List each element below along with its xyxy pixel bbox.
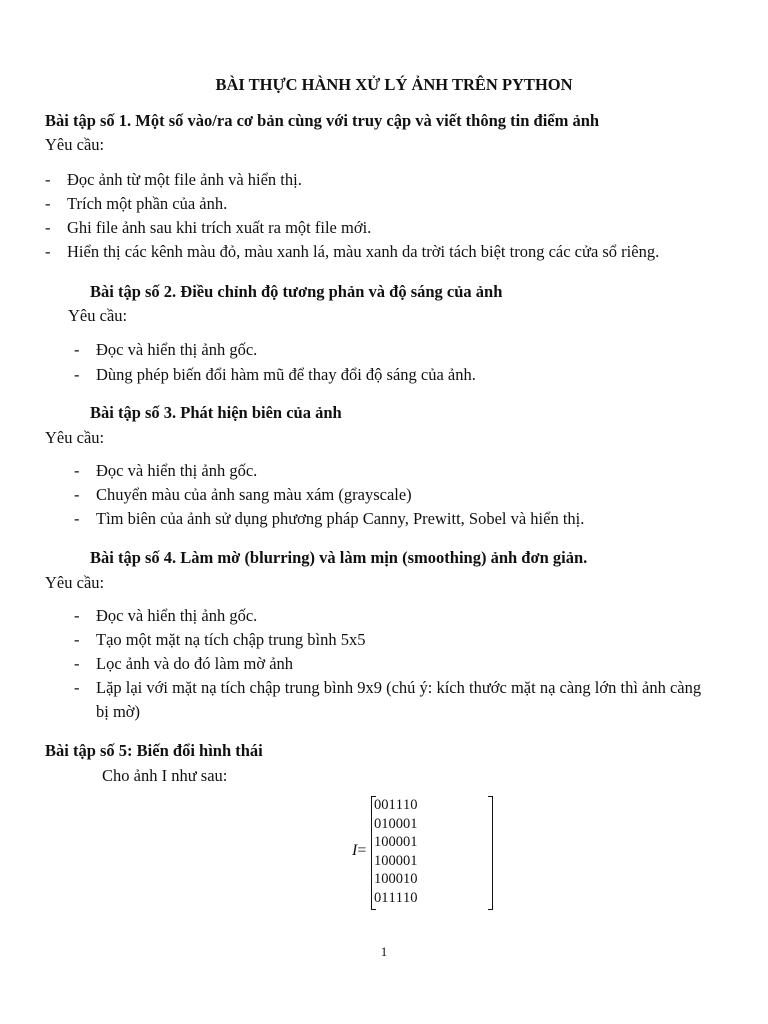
matrix-row bbox=[374, 815, 418, 834]
matrix-cell: 0 bbox=[403, 815, 411, 832]
matrix-cell: 0 bbox=[381, 834, 389, 850]
matrix-cell: 0 bbox=[395, 852, 403, 869]
matrix-cell: 1 bbox=[395, 797, 403, 813]
exercise-3-heading: Bài tập số 3. Phát hiện biên của ảnh bbox=[90, 403, 342, 422]
bullet-dash: - bbox=[45, 170, 51, 189]
matrix-row bbox=[374, 796, 418, 815]
matrix-cell: 0 bbox=[403, 852, 411, 869]
matrix-row bbox=[374, 870, 418, 889]
bullet-dash: - bbox=[74, 365, 80, 384]
matrix-cell: 0 bbox=[395, 834, 403, 850]
list-item: Đọc ảnh từ một file ảnh và hiển thị. bbox=[67, 170, 302, 189]
list-item: Dùng phép biến đổi hàm mũ để thay đổi độ sáng của ảnh. bbox=[96, 365, 476, 384]
list-item: Tạo một mặt nạ tích chập trung bình 5x5 bbox=[96, 630, 366, 649]
list-item: Tìm biên của ảnh sử dụng phương pháp Canny, Prewitt, Sobel và hiển thị. bbox=[96, 509, 585, 528]
bullet-dash: - bbox=[45, 218, 51, 237]
matrix-cell: 0 bbox=[381, 852, 389, 869]
matrix-cell: 0 bbox=[381, 871, 389, 887]
matrix-cell: 1 bbox=[388, 889, 396, 906]
bullet-dash: - bbox=[74, 340, 80, 359]
matrix-cell: 0 bbox=[388, 815, 396, 832]
list-item: Ghi file ảnh sau khi trích xuất ra một file mới. bbox=[67, 218, 372, 237]
matrix-cell: 0 bbox=[410, 797, 418, 813]
matrix-cell: 1 bbox=[410, 852, 418, 869]
matrix-cell: 0 bbox=[374, 815, 382, 832]
matrix-cell: 1 bbox=[374, 871, 382, 887]
exercise-3-requirement-label: Yêu cầu: bbox=[45, 428, 105, 447]
matrix-cell: 1 bbox=[388, 797, 396, 813]
list-item: Chuyển màu của ảnh sang màu xám (grayscale) bbox=[96, 485, 412, 504]
matrix-cell: 1 bbox=[410, 815, 418, 832]
matrix-cell: 0 bbox=[374, 797, 382, 813]
matrix-cell: 0 bbox=[381, 797, 389, 813]
bullet-dash: - bbox=[74, 485, 80, 504]
matrix-cell: 0 bbox=[410, 871, 418, 887]
matrix-cell: 0 bbox=[388, 852, 396, 869]
matrix-cell: 1 bbox=[403, 889, 411, 906]
exercise-2-requirement-label: Yêu cầu: bbox=[68, 306, 128, 325]
list-item: Đọc và hiển thị ảnh gốc. bbox=[96, 340, 258, 359]
matrix-cell: 1 bbox=[381, 889, 389, 906]
bullet-dash: - bbox=[74, 678, 80, 697]
matrix-cell: 1 bbox=[381, 815, 389, 832]
list-item: Hiển thị các kênh màu đỏ, màu xanh lá, màu xanh da trời tách biệt trong các cửa sổ riêng. bbox=[67, 242, 660, 261]
list-item: Lọc ảnh và do đó làm mờ ảnh bbox=[96, 654, 294, 673]
page-number: 1 bbox=[380, 944, 388, 959]
matrix-row bbox=[374, 889, 418, 908]
matrix-cell: 0 bbox=[395, 871, 403, 887]
matrix-row bbox=[374, 852, 418, 871]
bullet-dash: - bbox=[74, 461, 80, 480]
matrix bbox=[374, 796, 418, 907]
exercise-1-requirement-label: Yêu cầu: bbox=[45, 135, 105, 154]
matrix-cell: 0 bbox=[403, 834, 411, 850]
matrix-cell: 1 bbox=[374, 834, 382, 850]
matrix-row bbox=[374, 833, 418, 852]
exercise-2-heading: Bài tập số 2. Điều chỉnh độ tương phản và độ sáng của ảnh bbox=[90, 282, 503, 301]
exercise-1-heading: Bài tập số 1. Một số vào/ra cơ bản cùng với truy cập và viết thông tin điểm ảnh bbox=[45, 111, 600, 130]
matrix-cell: 1 bbox=[403, 871, 411, 887]
bullet-dash: - bbox=[74, 654, 80, 673]
exercise-4-heading: Bài tập số 4. Làm mờ (blurring) và làm mịn (smoothing) ảnh đơn giản. bbox=[90, 548, 588, 567]
bullet-dash: - bbox=[74, 606, 80, 625]
matrix-cell: 1 bbox=[395, 889, 403, 906]
bullet-dash: - bbox=[45, 194, 51, 213]
bullet-dash: - bbox=[74, 509, 80, 528]
matrix-label: I= bbox=[352, 842, 367, 859]
matrix-cell: 1 bbox=[403, 797, 411, 813]
bullet-dash: - bbox=[45, 242, 51, 261]
matrix-cell: 0 bbox=[374, 889, 382, 906]
exercise-5-heading: Bài tập số 5: Biến đổi hình thái bbox=[45, 741, 263, 760]
page-title: BÀI THỰC HÀNH XỬ LÝ ẢNH TRÊN PYTHON bbox=[215, 75, 573, 94]
list-item: Lặp lại với mặt nạ tích chập trung bình 9x9 (chú ý: kích thước mặt nạ càng lớn thì ảnh càng bbox=[96, 678, 702, 697]
exercise-5-intro: Cho ảnh I như sau: bbox=[102, 766, 228, 785]
list-item: Đọc và hiển thị ảnh gốc. bbox=[96, 606, 258, 625]
matrix-right-bracket bbox=[488, 796, 493, 910]
matrix-cell: 0 bbox=[388, 871, 396, 887]
matrix-cell: 0 bbox=[395, 815, 403, 832]
matrix-cell: 1 bbox=[374, 852, 382, 869]
matrix-cell: 0 bbox=[388, 834, 396, 850]
bullet-dash: - bbox=[74, 630, 80, 649]
matrix-cell: 1 bbox=[410, 834, 418, 850]
list-item: Đọc và hiển thị ảnh gốc. bbox=[96, 461, 258, 480]
list-item: Trích một phần của ảnh. bbox=[67, 194, 228, 213]
list-item-continuation: bị mờ) bbox=[96, 702, 141, 721]
exercise-4-requirement-label: Yêu cầu: bbox=[45, 573, 105, 592]
matrix-cell: 0 bbox=[410, 889, 418, 906]
